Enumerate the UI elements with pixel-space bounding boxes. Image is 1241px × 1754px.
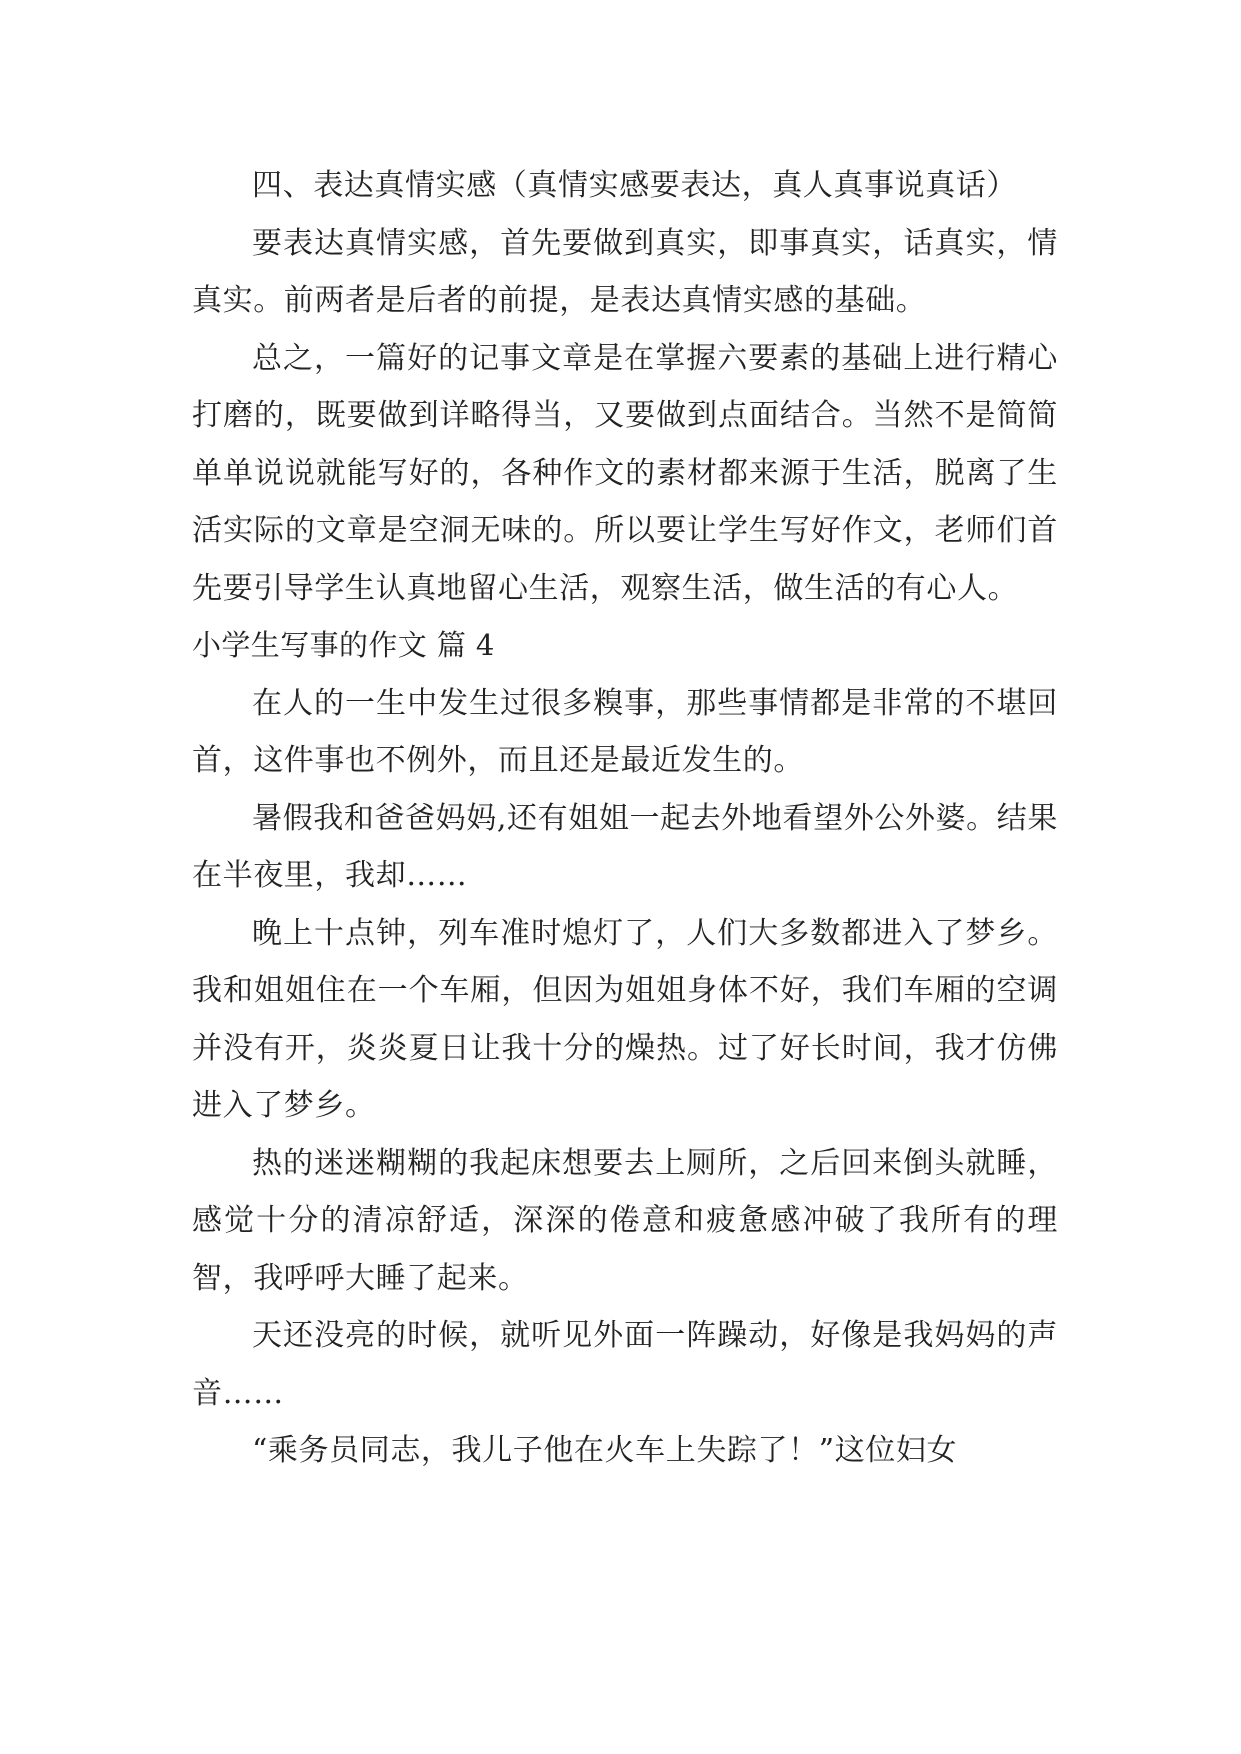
document-body <box>192 157 1058 1480</box>
paragraph-before-dawn: 天还没亮的时候，就听见外面一阵躁动，好像是我妈妈的声音…… <box>192 1318 1058 1411</box>
paragraph-summary: 总之，一篇好的记事文章是在掌握六要素的基础上进行精心打磨的，既要做到详略得当，又要做到点面结合。当然不是简简单单说说就能写好的，各种作文的素材都来源于生活，脱离了生活实际的文章是空洞无味的。所以要让学生写好作文，老师们首先要引导学生认真地留心生活，观察生活，做生活的有心人。 <box>192 340 1058 606</box>
section-heading-four: 四、表达真情实感（真情实感要表达，真人真事说真话） <box>252 168 1017 203</box>
paragraph-conductor: “乘务员同志，我儿子他在火车上失踪了！”这位妇女 <box>252 1433 958 1468</box>
essay-title: 小学生写事的作文 篇 4 <box>192 628 495 662</box>
paragraph-intro: 在人的一生中发生过很多糗事，那些事情都是非常的不堪回首，这件事也不例外，而且还是最近发生的。 <box>192 685 1058 778</box>
paragraph-summer-trip: 暑假我和爸爸妈妈,还有姐姐一起去外地看望外公外婆。结果在半夜里，我却…… <box>192 800 1058 893</box>
paragraph-true-feelings: 要表达真情实感，首先要做到真实，即事真实，话真实，情真实。前两者是后者的前提，是表达真情实感的基础。 <box>192 225 1058 318</box>
paragraph-train-night: 晚上十点钟，列车准时熄灯了，人们大多数都进入了梦乡。我和姐姐住在一个车厢，但因为姐姐身体不好，我们车厢的空调并没有开，炎炎夏日让我十分的燥热。过了好长时间，我才仿佛进入了梦乡。 <box>192 915 1058 1123</box>
paragraph-restroom: 热的迷迷糊糊的我起床想要去上厕所，之后回来倒头就睡，感觉十分的清凉舒适，深深的倦意和疲惫感冲破了我所有的理智，我呼呼大睡了起来。 <box>192 1145 1058 1296</box>
